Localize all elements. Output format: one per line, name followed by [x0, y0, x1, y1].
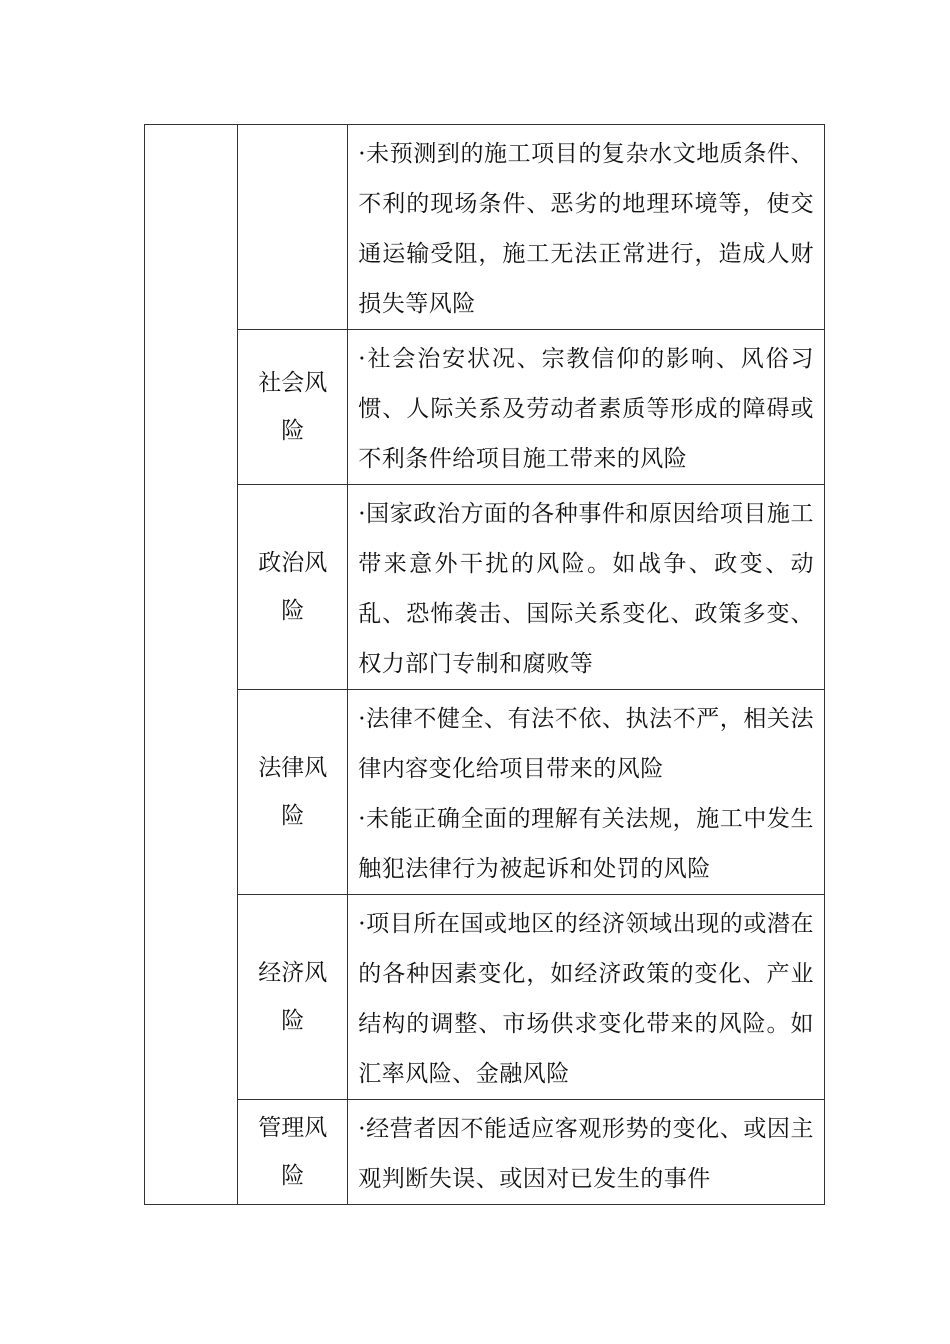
category-cell [238, 125, 348, 330]
merged-first-column-cell [145, 125, 238, 1205]
description-cell [348, 330, 825, 485]
description-text: ·法律不健全、有法不依、执法不严，相关法律内容变化给项目带来的风险 [358, 706, 814, 782]
table-row [145, 895, 825, 1100]
table-row [145, 1100, 825, 1205]
table-row [145, 485, 825, 690]
category-label: 社会风险 [258, 370, 328, 444]
category-cell [238, 330, 348, 485]
category-cell [238, 1100, 348, 1205]
category-label: 政治风险 [258, 550, 328, 624]
description-cell [348, 485, 825, 690]
category-cell [238, 485, 348, 690]
description-text: ·经营者因不能适应客观形势的变化、或因主观判断失误、或因对已发生的事件 [358, 1116, 814, 1192]
description-text: ·社会治安状况、宗教信仰的影响、风俗习惯、人际关系及劳动者素质等形成的障碍或不利条件给项目施工带来的风险 [358, 346, 814, 472]
description-text: ·国家政治方面的各种事件和原因给项目施工带来意外干扰的风险。如战争、政变、动乱、恐怖袭击、国际关系变化、政策多变、权力部门专制和腐败等 [358, 501, 814, 677]
category-label: 法律风险 [258, 755, 328, 829]
description-text: ·未预测到的施工项目的复杂水文地质条件、不利的现场条件、恶劣的地理环境等，使交通运输受阻，施工无法正常进行，造成人财损失等风险 [358, 141, 814, 317]
risk-table [144, 124, 825, 1205]
description-cell [348, 125, 825, 330]
category-cell [238, 895, 348, 1100]
category-label: 经济风险 [258, 960, 328, 1034]
description-text: ·未能正确全面的理解有关法规，施工中发生触犯法律行为被起诉和处罚的风险 [358, 806, 814, 882]
table-row [145, 125, 825, 330]
description-text: ·项目所在国或地区的经济领域出现的或潜在的各种因素变化，如经济政策的变化、产业结构的调整、市场供求变化带来的风险。如汇率风险、金融风险 [358, 911, 814, 1087]
table-row [145, 330, 825, 485]
table-row [145, 690, 825, 895]
category-label: 管理风险 [258, 1115, 328, 1189]
description-cell [348, 895, 825, 1100]
category-cell [238, 690, 348, 895]
description-cell [348, 690, 825, 895]
description-cell [348, 1100, 825, 1205]
